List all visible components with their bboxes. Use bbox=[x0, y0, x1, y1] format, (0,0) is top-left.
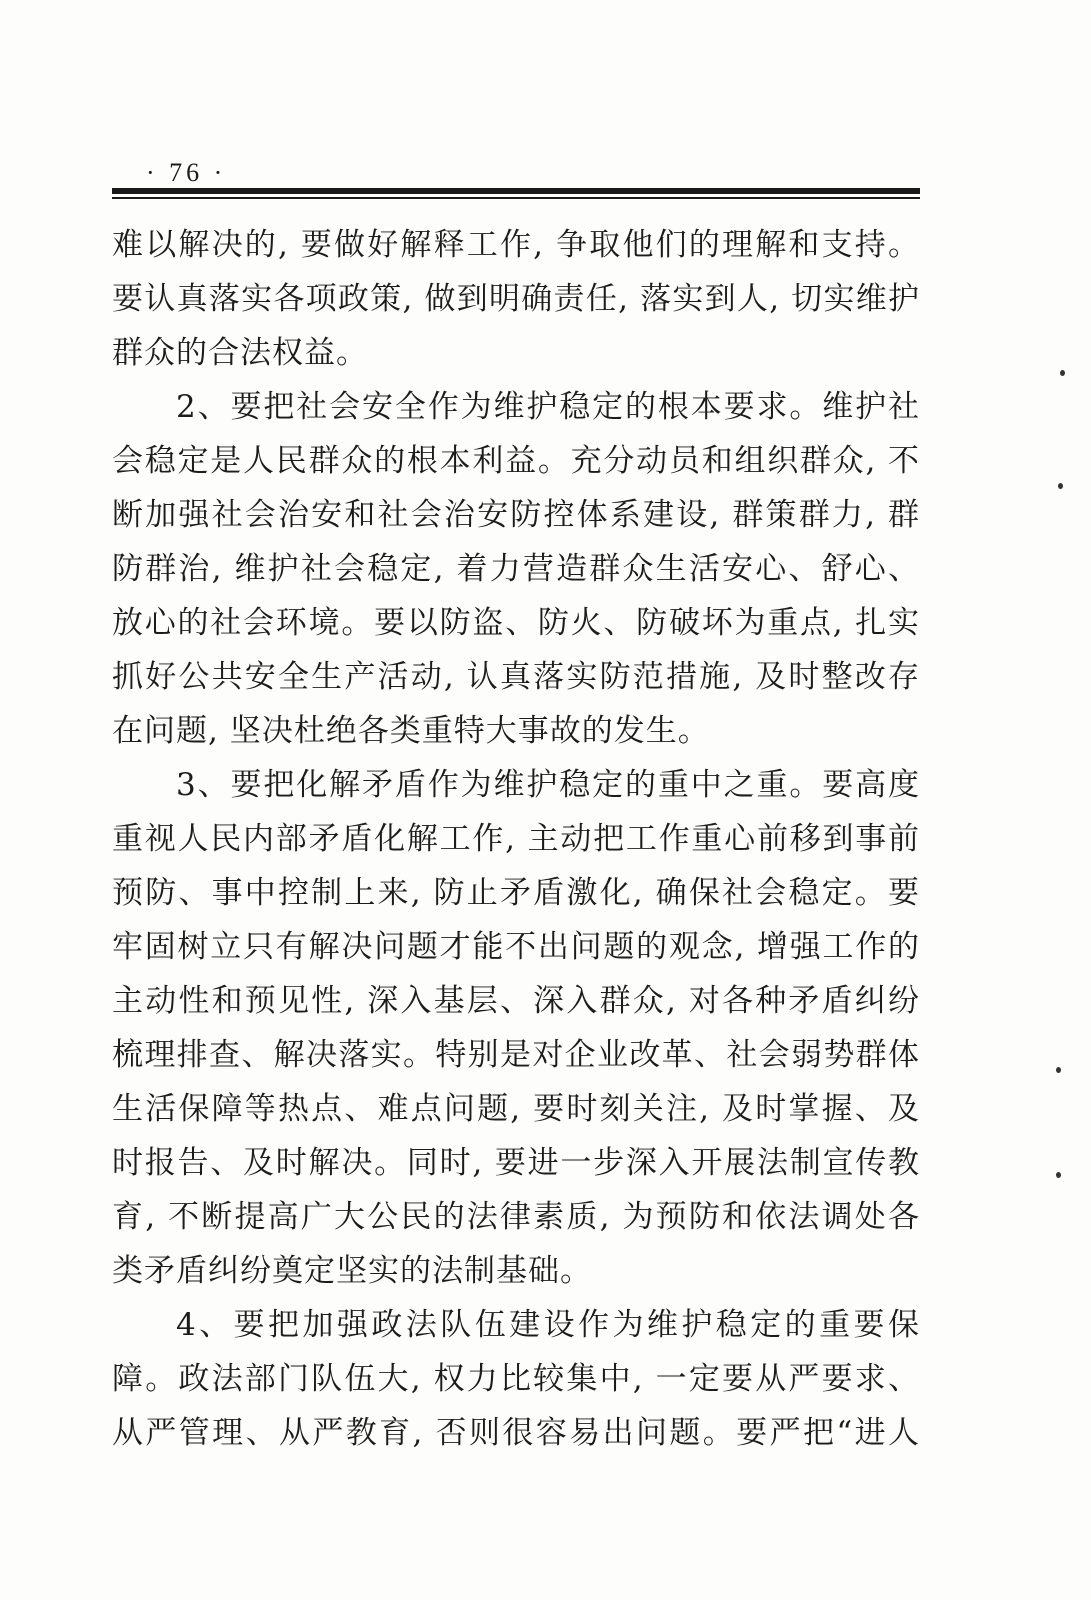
paragraph-3: 3、要把化解矛盾作为维护稳定的重中之重。要高度重视人民内部矛盾化解工作, 主动把工作重心前移到事前预防、事中控制上来, 防止矛盾激化, 确保社会稳定。要牢固树立只有解决问题才能不出问题的观念, 增强工作的主动性和预见性, 深入基层、深入群众, 对各种矛盾纠纷梳理排查、解决落实。特别是对企业改革、社会弱势群体生活保障等热点、难点问题, 要时刻关注, 及时掌握、及时报告、及时解决。同时, 要进一步深入开展法制宣传教育, 不断提高广大公民的法律素质, 为预防和依法调处各类矛盾纠纷奠定坚实的法制基础。 bbox=[112, 767, 920, 1289]
page-number: · 76 · bbox=[146, 158, 227, 187]
scan-speck bbox=[1058, 483, 1063, 489]
paragraph-1: 难以解决的, 要做好解释工作, 争取他们的理解和支持。要认真落实各项政策, 做到明确责任, 落实到人, 切实维护群众的合法权益。 bbox=[112, 227, 920, 371]
paragraph-4: 4、要把加强政法队伍建设作为维护稳定的重要保障。政法部门队伍大, 权力比较集中, 一定要从严要求、从严管理、从严教育, 否则很容易出问题。要严把“进人 bbox=[112, 1307, 920, 1451]
header-rule-thick bbox=[112, 188, 920, 194]
scan-speck bbox=[1056, 1067, 1061, 1073]
scan-speck bbox=[1056, 1172, 1061, 1178]
paragraph-2: 2、要把社会安全作为维护稳定的根本要求。维护社会稳定是人民群众的根本利益。充分动员和组织群众, 不断加强社会治安和社会治安防控体系建设, 群策群力, 群防群治, 维护社会稳定, 着力营造群众生活安心、舒心、放心的社会环境。要以防盗、防火、防破坏为重点, 扎实抓好公共安全生产活动, 认真落实防范措施, 及时整改存在问题, 坚决杜绝各类重特大事故的发生。 bbox=[112, 389, 920, 749]
header-rule-thin bbox=[112, 197, 920, 199]
scan-speck bbox=[1060, 370, 1065, 376]
page-body bbox=[112, 218, 920, 1460]
page-header bbox=[112, 150, 920, 202]
